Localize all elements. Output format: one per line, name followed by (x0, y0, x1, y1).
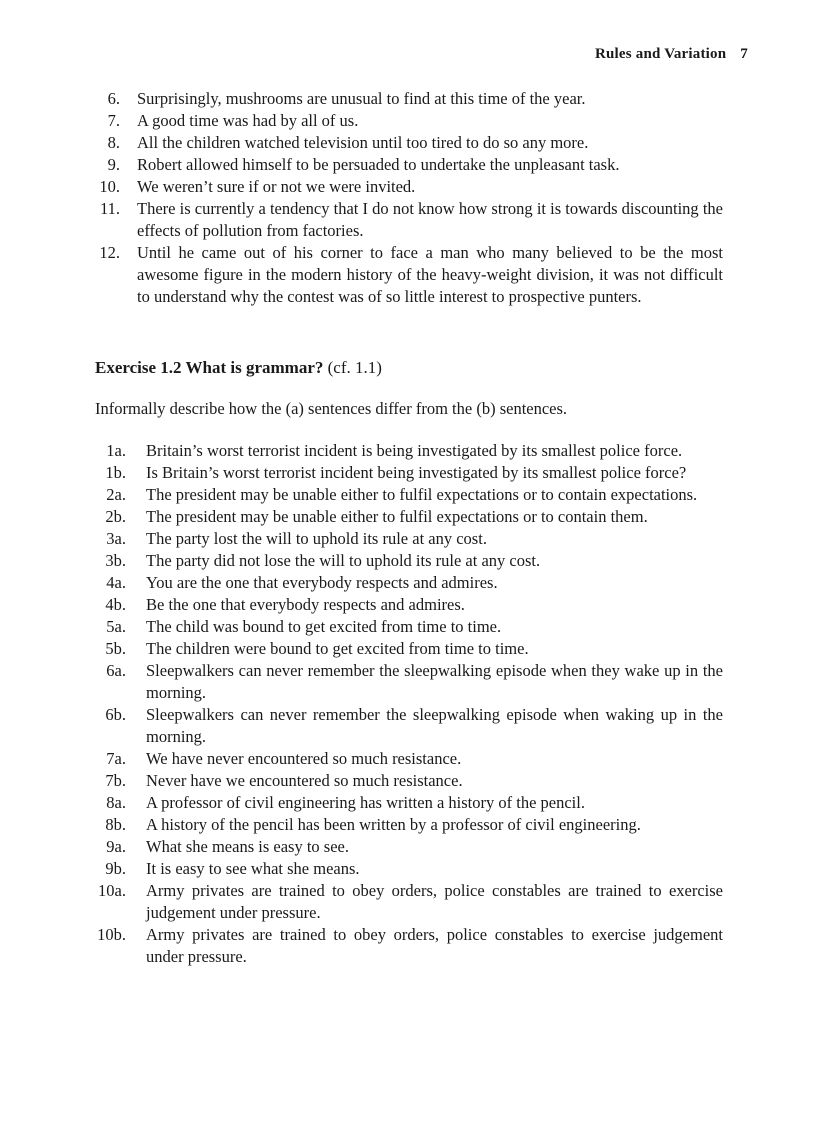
item-number: 6b. (105, 705, 126, 724)
list-item (0, 242, 816, 308)
exercise-instruction: Informally describe how the (a) sentences differ from the (b) sentences. (95, 399, 568, 418)
item-text: The party lost the will to uphold its rule at any cost. (146, 529, 487, 548)
item-text: It is easy to see what she means. (146, 859, 360, 878)
item-number: 5b. (105, 639, 126, 658)
item-text: Until he came out of his corner to face a man who many believed to be the most awesome figure in the modern history of the heavy-weight division, it was not difficult to understand why the contest was of so little interest to prospective punters. (137, 243, 723, 306)
exercise-heading (95, 358, 382, 378)
list-item (0, 704, 816, 748)
item-number: 3a. (106, 529, 126, 548)
list-item (0, 176, 816, 198)
item-text: A history of the pencil has been written by a professor of civil engineering. (146, 815, 641, 834)
list-item (0, 528, 816, 550)
item-text: Sleepwalkers can never remember the sleepwalking episode when they wake up in the morning. (146, 661, 723, 702)
list-item (0, 88, 816, 110)
list-item (0, 506, 816, 528)
exercise-reference: (cf. 1.1) (323, 358, 382, 377)
item-text: The party did not lose the will to uphold its rule at any cost. (146, 551, 541, 570)
list-item (0, 770, 816, 792)
item-text: There is currently a tendency that I do not know how strong it is towards discounting the effects of pollution from factories. (137, 199, 723, 240)
item-text: The president may be unable either to fulfil expectations or to contain expectations. (146, 485, 698, 504)
item-text: Surprisingly, mushrooms are unusual to find at this time of the year. (137, 89, 586, 108)
item-text: All the children watched television until too tired to do so any more. (137, 133, 589, 152)
item-text: A professor of civil engineering has written a history of the pencil. (146, 793, 585, 812)
list-item (0, 550, 816, 572)
list-item (0, 440, 816, 462)
list-item (0, 484, 816, 506)
item-number: 9. (107, 155, 120, 174)
item-text: The child was bound to get excited from time to time. (146, 617, 502, 636)
list-item (0, 880, 816, 924)
item-text: Robert allowed himself to be persuaded to undertake the unpleasant task. (137, 155, 620, 174)
list-item (0, 198, 816, 242)
list-item (0, 154, 816, 176)
item-number: 7b. (105, 771, 126, 790)
item-number: 1a. (106, 441, 126, 460)
running-head-title: Rules and Variation (594, 46, 727, 62)
item-number: 12. (99, 243, 120, 262)
list-item (0, 594, 816, 616)
list-item (0, 660, 816, 704)
item-number: 6. (107, 89, 120, 108)
item-number: 3b. (105, 551, 126, 570)
item-text: Is Britain’s worst terrorist incident being investigated by its smallest police force? (146, 463, 687, 482)
item-text: The president may be unable either to fulfil expectations or to contain them. (146, 507, 648, 526)
item-number: 10a. (98, 881, 126, 900)
item-text: A good time was had by all of us. (137, 111, 359, 130)
page-number: 7 (740, 46, 748, 62)
list-item (0, 858, 816, 880)
item-number: 6a. (106, 661, 126, 680)
item-text: The children were bound to get excited from time to time. (146, 639, 529, 658)
item-number: 10. (99, 177, 120, 196)
list-item (0, 638, 816, 660)
item-text: Army privates are trained to obey orders, police constables to exercise judgement under pressure. (146, 925, 723, 966)
item-text: We have never encountered so much resistance. (146, 749, 462, 768)
list-item (0, 924, 816, 968)
list-item (0, 836, 816, 858)
item-number: 8b. (105, 815, 126, 834)
item-text: Sleepwalkers can never remember the sleepwalking episode when waking up in the morning. (146, 705, 723, 746)
item-text: You are the one that everybody respects and admires. (146, 573, 498, 592)
running-head (595, 46, 748, 63)
list-item (0, 462, 816, 484)
item-text: Be the one that everybody respects and admires. (146, 595, 465, 614)
item-text: What she means is easy to see. (146, 837, 349, 856)
exercise-sentence-list (0, 440, 816, 968)
item-text: Britain’s worst terrorist incident is being investigated by its smallest police force. (146, 441, 683, 460)
item-number: 9b. (105, 859, 126, 878)
item-number: 2b. (105, 507, 126, 526)
item-number: 4a. (106, 573, 126, 592)
item-number: 9a. (106, 837, 126, 856)
item-number: 8a. (106, 793, 126, 812)
item-text: We weren’t sure if or not we were invited. (137, 177, 416, 196)
list-item (0, 616, 816, 638)
item-number: 11. (99, 199, 120, 218)
item-text: Army privates are trained to obey orders, police constables are trained to exercise judgement under pressure. (146, 881, 723, 922)
exercise-title: Exercise 1.2 What is grammar? (95, 358, 324, 377)
list-item (0, 110, 816, 132)
item-number: 8. (107, 133, 120, 152)
list-item (0, 748, 816, 770)
item-number: 2a. (106, 485, 126, 504)
item-number: 7a. (106, 749, 126, 768)
item-text: Never have we encountered so much resistance. (146, 771, 463, 790)
list-item (0, 814, 816, 836)
item-number: 4b. (105, 595, 126, 614)
item-number: 1b. (105, 463, 126, 482)
sentence-list-continued (0, 88, 816, 308)
list-item (0, 572, 816, 594)
list-item (0, 792, 816, 814)
item-number: 10b. (97, 925, 126, 944)
list-item (0, 132, 816, 154)
item-number: 7. (107, 111, 120, 130)
item-number: 5a. (106, 617, 126, 636)
